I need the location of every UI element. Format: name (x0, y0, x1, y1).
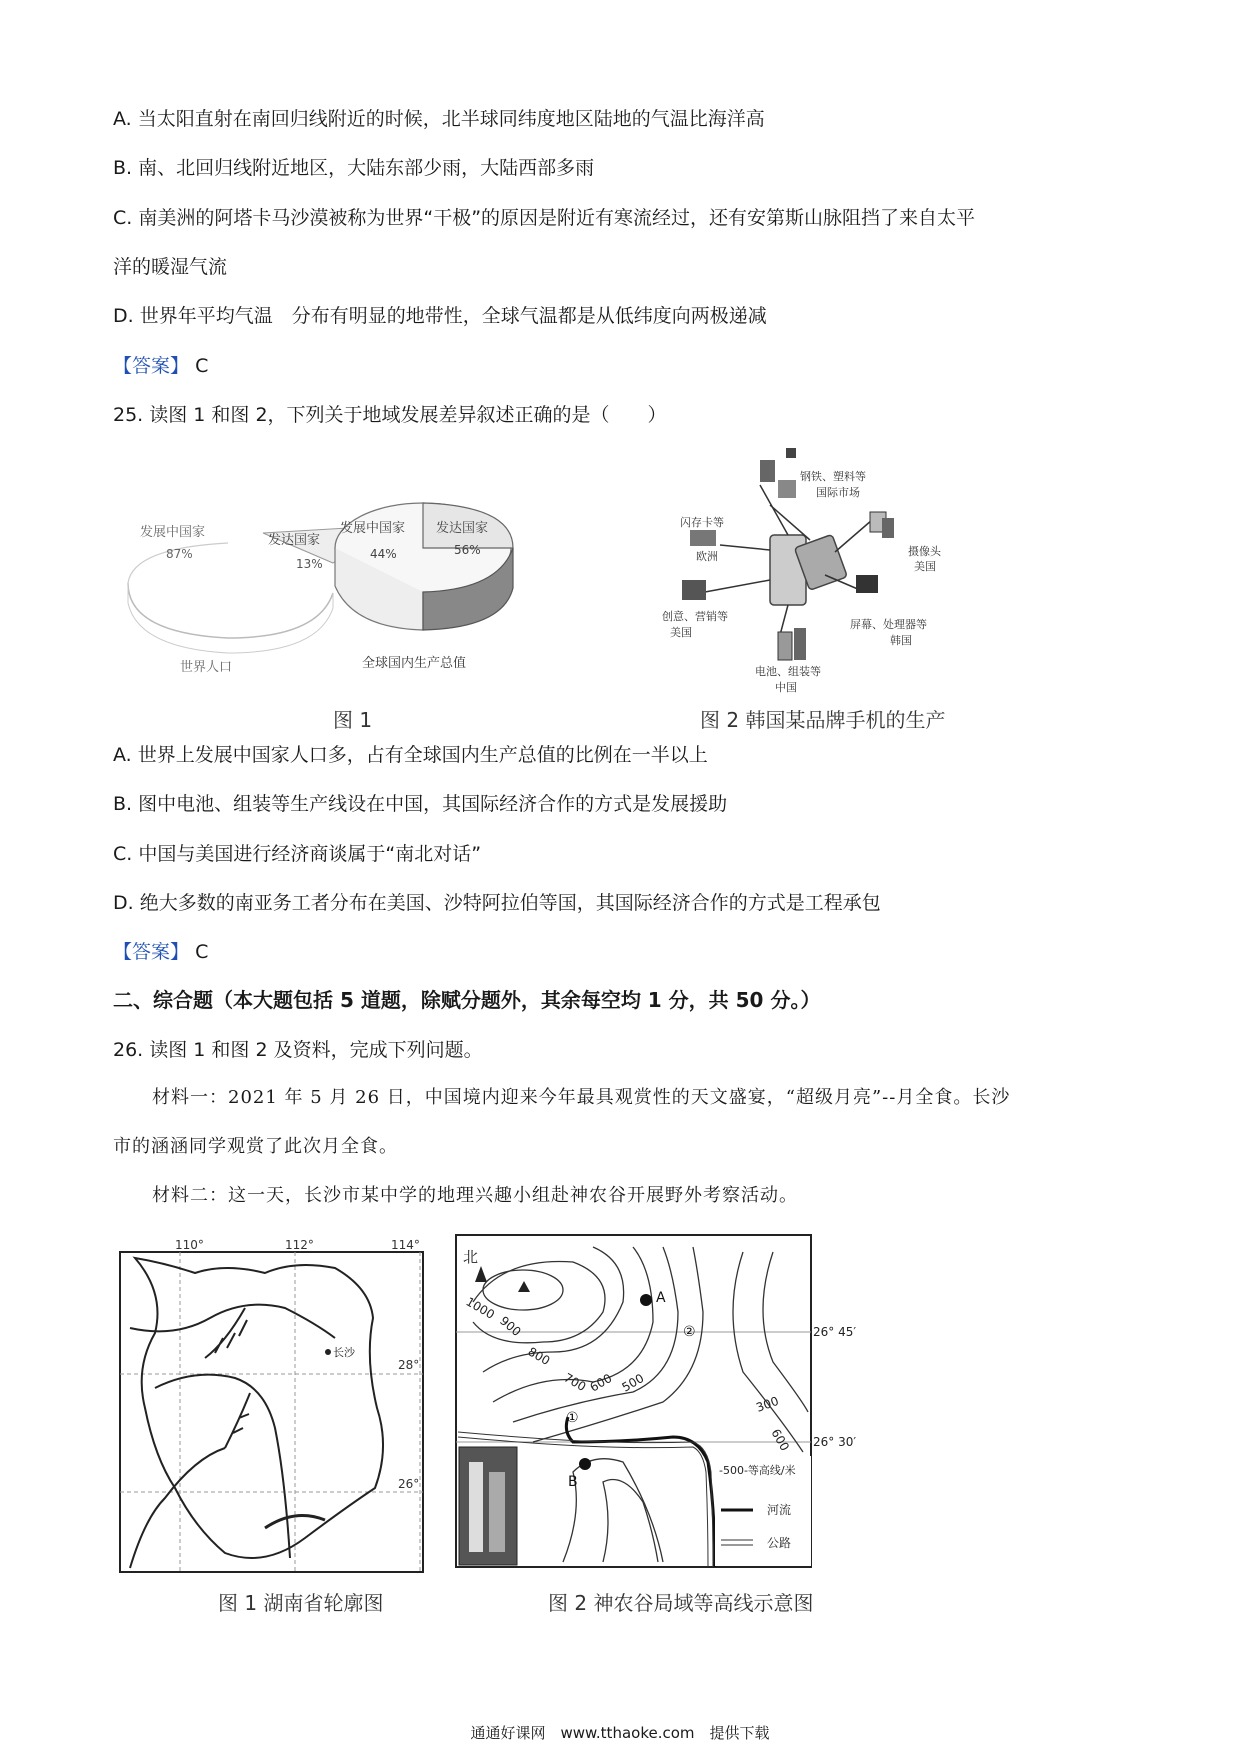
map2-contour-500: 500 (619, 1371, 647, 1395)
map2-caption: 图 2 神农谷局域等高线示意图 (548, 1591, 814, 1615)
map2-contour-900: 900 (497, 1313, 524, 1340)
pie2-adv-pct: 56% (454, 543, 481, 557)
q24-option-d: D. 世界年平均气温 分布有明显的地带性，全球气温都是从低纬度向两极递减 (113, 305, 767, 327)
map2-contour-600: 600 (587, 1371, 615, 1395)
q25-answer (113, 939, 208, 965)
map1-lon-114: 114° (391, 1238, 420, 1252)
q25-option-a: A. 世界上发展中国家人口多，占有全球国内生产总值的比例在一半以上 (113, 744, 708, 766)
figure2-caption: 图 2 韩国某品牌手机的生产 (700, 708, 946, 732)
map1-lat-26: 26° (398, 1477, 420, 1491)
map1-city-changsha: 长沙 (333, 1346, 355, 1359)
q25-option-d: D. 绝大多数的南亚务工者分布在美国、沙特阿拉伯等国，其国际经济合作的方式是工程承包 (113, 892, 881, 914)
q25-figure1 (118, 468, 598, 698)
pie1-dev-label: 发展中国家 (140, 525, 206, 540)
q26-map1 (115, 1238, 433, 1578)
q24-answer (113, 353, 208, 379)
pie2-adv-label: 发达国家 (436, 521, 489, 536)
map2-contour-1000: 1000 (463, 1294, 497, 1322)
pie2-title: 全球国内生产总值 (361, 656, 467, 671)
q26-stem: 26. 读图 1 和图 2 及资料，完成下列问题。 (113, 1039, 483, 1061)
section2-title: 二、综合题（本大题包括 5 道题，除赋分题外，其余每空均 1 分，共 50 分。） (113, 988, 821, 1012)
fig2-label-camera-region: 美国 (914, 560, 936, 573)
map2-contour-300: 300 (754, 1393, 781, 1415)
pie1-dev-pct: 87% (166, 547, 193, 561)
map2-contour-700: 700 (561, 1370, 589, 1395)
map2-north-label: 北 (463, 1248, 479, 1266)
q26-material1-line2: 市的涵涵同学观赏了此次月全食。 (113, 1136, 398, 1157)
map2-legend-contour: -500-等高线/米 (719, 1464, 796, 1477)
fig2-label-design: 创意、营销等 (662, 610, 728, 623)
q24-option-c-line2: 洋的暖湿气流 (113, 256, 228, 278)
fig2-label-camera: 摄像头 (908, 545, 941, 558)
answer-value: C (195, 355, 209, 377)
fig2-label-steel-market: 国际市场 (816, 486, 860, 499)
fig2-label-design-region: 美国 (670, 626, 692, 639)
map2-contour-600b: 600 (768, 1426, 792, 1454)
map2-contour-800: 800 (525, 1344, 553, 1369)
map2-point-a: A (656, 1290, 666, 1306)
fig2-label-battery: 电池、组装等 (755, 665, 821, 678)
pie1-adv-pct: 13% (296, 557, 323, 571)
map2-lat-2645: 26° 45′ (813, 1325, 857, 1339)
pie1-adv-label: 发达国家 (268, 533, 321, 548)
pie2-dev-label: 发展中国家 (340, 521, 406, 536)
fig2-label-flash: 闪存卡等 (680, 516, 724, 529)
pie2-dev-pct: 44% (370, 547, 397, 561)
answer-tag: 【答案】 (113, 941, 190, 963)
fig2-label-battery-region: 中国 (775, 681, 797, 694)
q25-stem: 25. 读图 1 和图 2，下列关于地域发展差异叙述正确的是（ ） (113, 404, 667, 426)
q25-option-c: C. 中国与美国进行经济商谈属于“南北对话” (113, 843, 482, 865)
answer-value: C (195, 941, 209, 963)
q26-map2 (453, 1232, 857, 1572)
fig2-label-flash-region: 欧洲 (696, 550, 718, 563)
q26-material2: 材料二：这一天，长沙市某中学的地理兴趣小组赴神农谷开展野外考察活动。 (152, 1185, 798, 1206)
figure1-caption: 图 1 (333, 708, 373, 732)
map2-legend-river: 河流 (767, 1503, 792, 1517)
page-footer: 通通好课网 www.tthaoke.com 提供下载 (470, 1724, 770, 1742)
fig2-label-screen: 屏幕、处理器等 (850, 618, 927, 631)
map2-point-b: B (568, 1474, 578, 1490)
q24-option-a: A. 当太阳直射在南回归线附近的时候，北半球同纬度地区陆地的气温比海洋高 (113, 108, 765, 130)
map2-mark-1: ① (566, 1410, 579, 1426)
q26-material1-line1: 材料一：2021 年 5 月 26 日，中国境内迎来今年最具观赏性的天文盛宴，“超级月亮”--月全食。长沙 (152, 1087, 1011, 1108)
q24-option-c-line1: C. 南美洲的阿塔卡马沙漠被称为世界“干极”的原因是附近有寒流经过，还有安第斯山脉阻挡了来自太平 (113, 207, 976, 229)
map1-caption: 图 1 湖南省轮廓图 (218, 1591, 384, 1615)
map1-lat-28: 28° (398, 1358, 420, 1372)
map2-mark-2: ② (683, 1324, 696, 1340)
q25-option-b: B. 图中电池、组装等生产线设在中国，其国际经济合作的方式是发展援助 (113, 793, 728, 815)
map1-lon-110: 110° (175, 1238, 204, 1252)
fig2-label-steel: 钢铁、塑料等 (800, 470, 866, 483)
map1-lon-112: 112° (285, 1238, 314, 1252)
pie1-title: 世界人口 (180, 660, 233, 675)
fig2-label-screen-region: 韩国 (890, 634, 912, 647)
map2-lat-2630: 26° 30′ (813, 1435, 857, 1449)
q24-option-b: B. 南、北回归线附近地区，大陆东部少雨，大陆西部多雨 (113, 157, 595, 179)
q25-figure2 (660, 440, 990, 700)
map2-legend-road: 公路 (767, 1536, 792, 1550)
answer-tag: 【答案】 (113, 355, 190, 377)
